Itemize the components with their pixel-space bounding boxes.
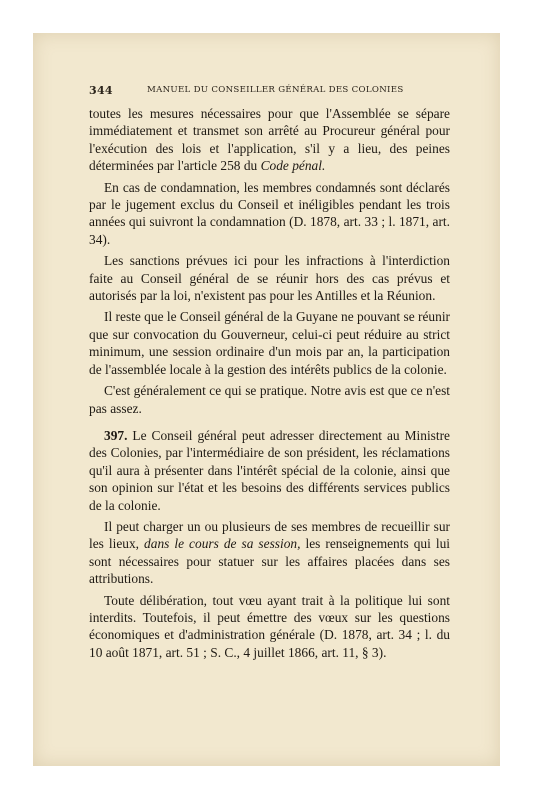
page-number: 344 [89,84,113,97]
page-header [89,84,449,98]
paragraph-7 [89,518,450,588]
session-italic: dans le cours de sa session, [144,536,301,552]
section-397-text: Le Conseil général peut adresser directement au Ministre des Colonies, par l'intermédiaire de son président, les réclamations qu'il aura à présenter dans l'intérêt spécial de la colonie, ainsi que son opinion sur l'état et les besoins des différents services publics de la colonie. [89,427,450,513]
section-number: 397. [104,427,128,443]
running-title: MANUEL DU CONSEILLER GÉNÉRAL DES COLONIES [147,85,404,95]
paragraph-7-tail: les renseignements qui lui sont nécessaires pour statuer sur les affaires placées dans ses attributions. [89,536,450,587]
page-body [89,105,450,665]
paragraph-2: En cas de condamnation, les membres condamnés sont déclarés par le jugement exclus du Conseil et inéligibles pendant les trois années qui suivront la condamnation (D. 1878, art. 33 ; l. 1871, art. 34). [89,179,450,247]
paragraph-1 [89,105,450,175]
paragraph-8: Toute délibération, tout vœu ayant trait à la politique lui sont interdits. Toutefois, il peut émettre des vœux sur les questions économiques et d'administration générale (D. 1878, art. 34 ; l. du 10 août 1871, art. 51 ; S. C., 4 juillet 1866, art. 11, § 3). [89,592,450,660]
paragraph-7-text: Il peut charger un ou plusieurs de ses membres de recueillir sur les lieux, [89,518,450,552]
paragraph-1-text: toutes les mesures nécessaires pour que l'Assemblée se sépare immédiatement et transmet son arrêté au Procureur général pour l'exécution des lois et l'application, s'il y a lieu, des peines déterminées par l'article 258 du [89,106,450,174]
section-397 [89,427,450,514]
code-penal-italic: Code pénal. [260,158,326,174]
paragraph-4: Il reste que le Conseil général de la Guyane ne pouvant se réunir que sur convocation du Gouverneur, celui-ci peut réduire au strict minimum, une session ordinaire d'un mois par an, la participation de l'assemblée locale à la gestion des intérêts publics de la colonie. [89,309,450,377]
paragraph-3: Les sanctions prévues ici pour les infractions à l'interdiction faite au Conseil général de se réunir hors des cas prévus et autorisés par la loi, n'existent pas pour les Antilles et la Réunion. [89,253,450,304]
paragraph-5: C'est généralement ce qui se pratique. Notre avis est que ce n'est pas assez. [89,383,450,416]
book-page [33,33,500,766]
